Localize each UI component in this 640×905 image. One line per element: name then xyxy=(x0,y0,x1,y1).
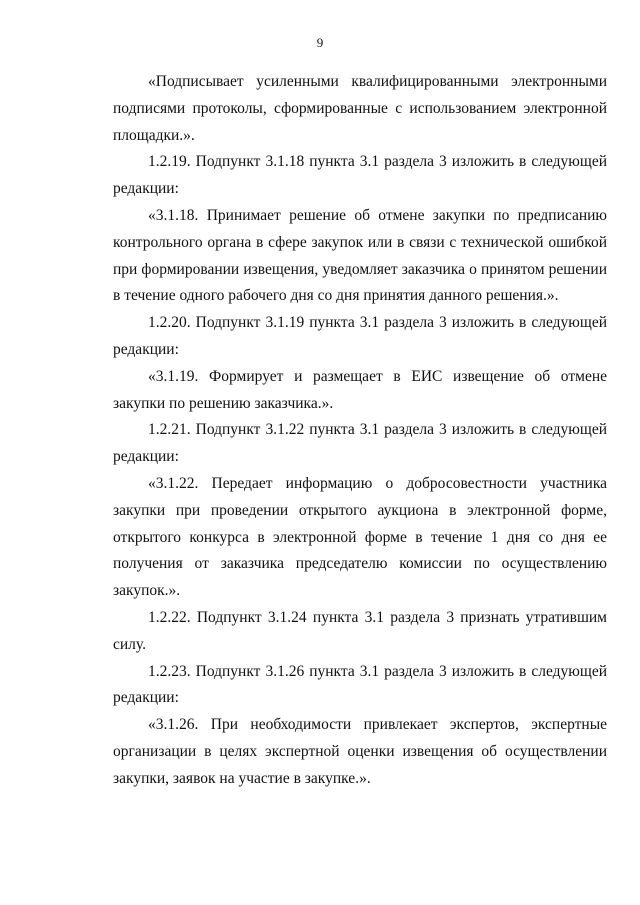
paragraph-quote-signatures: «Подписывает усиленными квалифицированными электронными подписями протоколы, сформированные с использованием электронной площадки.». xyxy=(113,73,607,144)
document-body xyxy=(113,69,607,793)
paragraph-quote-3-1-19: «3.1.19. Формирует и размещает в ЕИС извещение об отмене закупки по решению заказчика.». xyxy=(113,367,607,412)
paragraph-quote-3-1-26: «3.1.26. При необходимости привлекает экспертов, экспертные организации в целях экспертной оценки извещения об осуществлении закупки, заявок на участие в закупке.». xyxy=(113,716,607,787)
paragraph-1-2-21: 1.2.21. Подпункт 3.1.22 пункта 3.1 раздела 3 изложить в следующей редакции: xyxy=(113,421,607,466)
paragraph-1-2-20: 1.2.20. Подпункт 3.1.19 пункта 3.1 раздела 3 изложить в следующей редакции: xyxy=(113,314,607,358)
paragraph-1-2-23: 1.2.23. Подпункт 3.1.26 пункта 3.1 раздела 3 изложить в следующей редакции: xyxy=(113,662,607,707)
paragraph-quote-3-1-22: «3.1.22. Передает информацию о добросовестности участника закупки при проведении открытого аукциона в электронной форме, открытого конкурса в электронной форме в течение 1 дня со дня ее получения от заказчика председателю комиссии по осуществлению закупок.». xyxy=(113,474,607,600)
paragraph-1-2-22: 1.2.22. Подпункт 3.1.24 пункта 3.1 раздела 3 признать утратившим силу. xyxy=(113,608,607,653)
paragraph-1-2-19: 1.2.19. Подпункт 3.1.18 пункта 3.1 раздела 3 изложить в следующей редакции: xyxy=(113,153,607,198)
paragraph-quote-3-1-18: «3.1.18. Принимает решение об отмене закупки по предписанию контрольного органа в сфере закупок или в связи с технической ошибкой при формировании извещения, уведомляет заказчика о принятом решении в течение одного рабочего дня со дня принятия данного решения.». xyxy=(113,206,607,305)
page-number: 9 xyxy=(316,35,324,50)
